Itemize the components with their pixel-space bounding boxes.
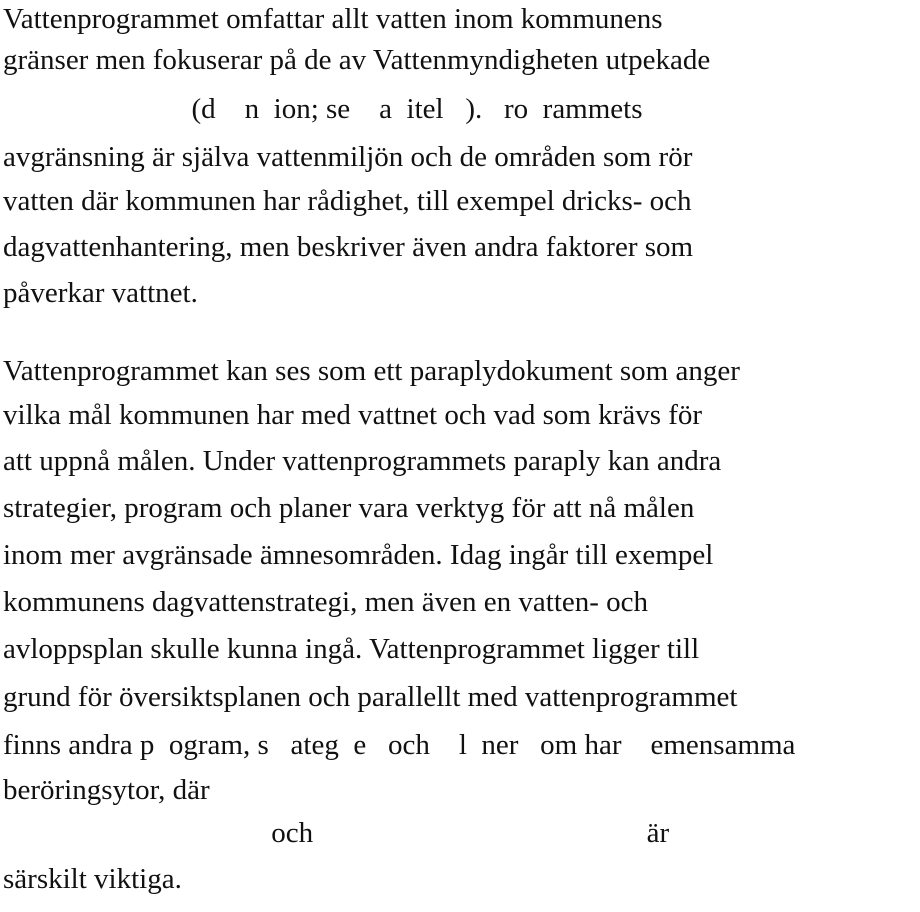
text-line: och är <box>3 817 670 849</box>
text-line: särskilt viktiga. <box>3 863 182 895</box>
text-line: avgränsning är själva vattenmiljön och de områden som rör <box>3 141 693 173</box>
text-line: Vattenprogrammet omfattar allt vatten inom kommunens <box>3 3 663 35</box>
text-line: dagvattenhantering, men beskriver även andra faktorer som <box>3 231 694 263</box>
text-line: kommunens dagvattenstrategi, men även en vatten- och <box>3 586 649 618</box>
text-line: beröringsytor, där <box>3 774 210 806</box>
text-line: finns andra p ogram, s ateg e och l ner om har emensamma <box>3 729 796 761</box>
text-line: Vattenprogrammet kan ses som ett paraplydokument som anger <box>3 355 740 387</box>
text-line: strategier, program och planer vara verktyg för att nå målen <box>3 492 695 524</box>
text-line: inom mer avgränsade ämnesområden. Idag ingår till exempel <box>3 539 714 571</box>
text-line: (d n ion; se a itel ). ro rammets <box>3 93 643 125</box>
text-line: att uppnå målen. Under vattenprogrammets paraply kan andra <box>3 445 722 477</box>
text-line: vilka mål kommunen har med vattnet och vad som krävs för <box>3 399 703 431</box>
text-line: gränser men fokuserar på de av Vattenmyndigheten utpekade <box>3 44 711 76</box>
text-line: avloppsplan skulle kunna ingå. Vattenprogrammet ligger till <box>3 633 700 665</box>
text-line: vatten där kommunen har rådighet, till exempel dricks- och <box>3 185 692 217</box>
text-line: påverkar vattnet. <box>3 277 198 309</box>
text-line: grund för översiktsplanen och parallellt med vattenprogrammet <box>3 681 738 713</box>
